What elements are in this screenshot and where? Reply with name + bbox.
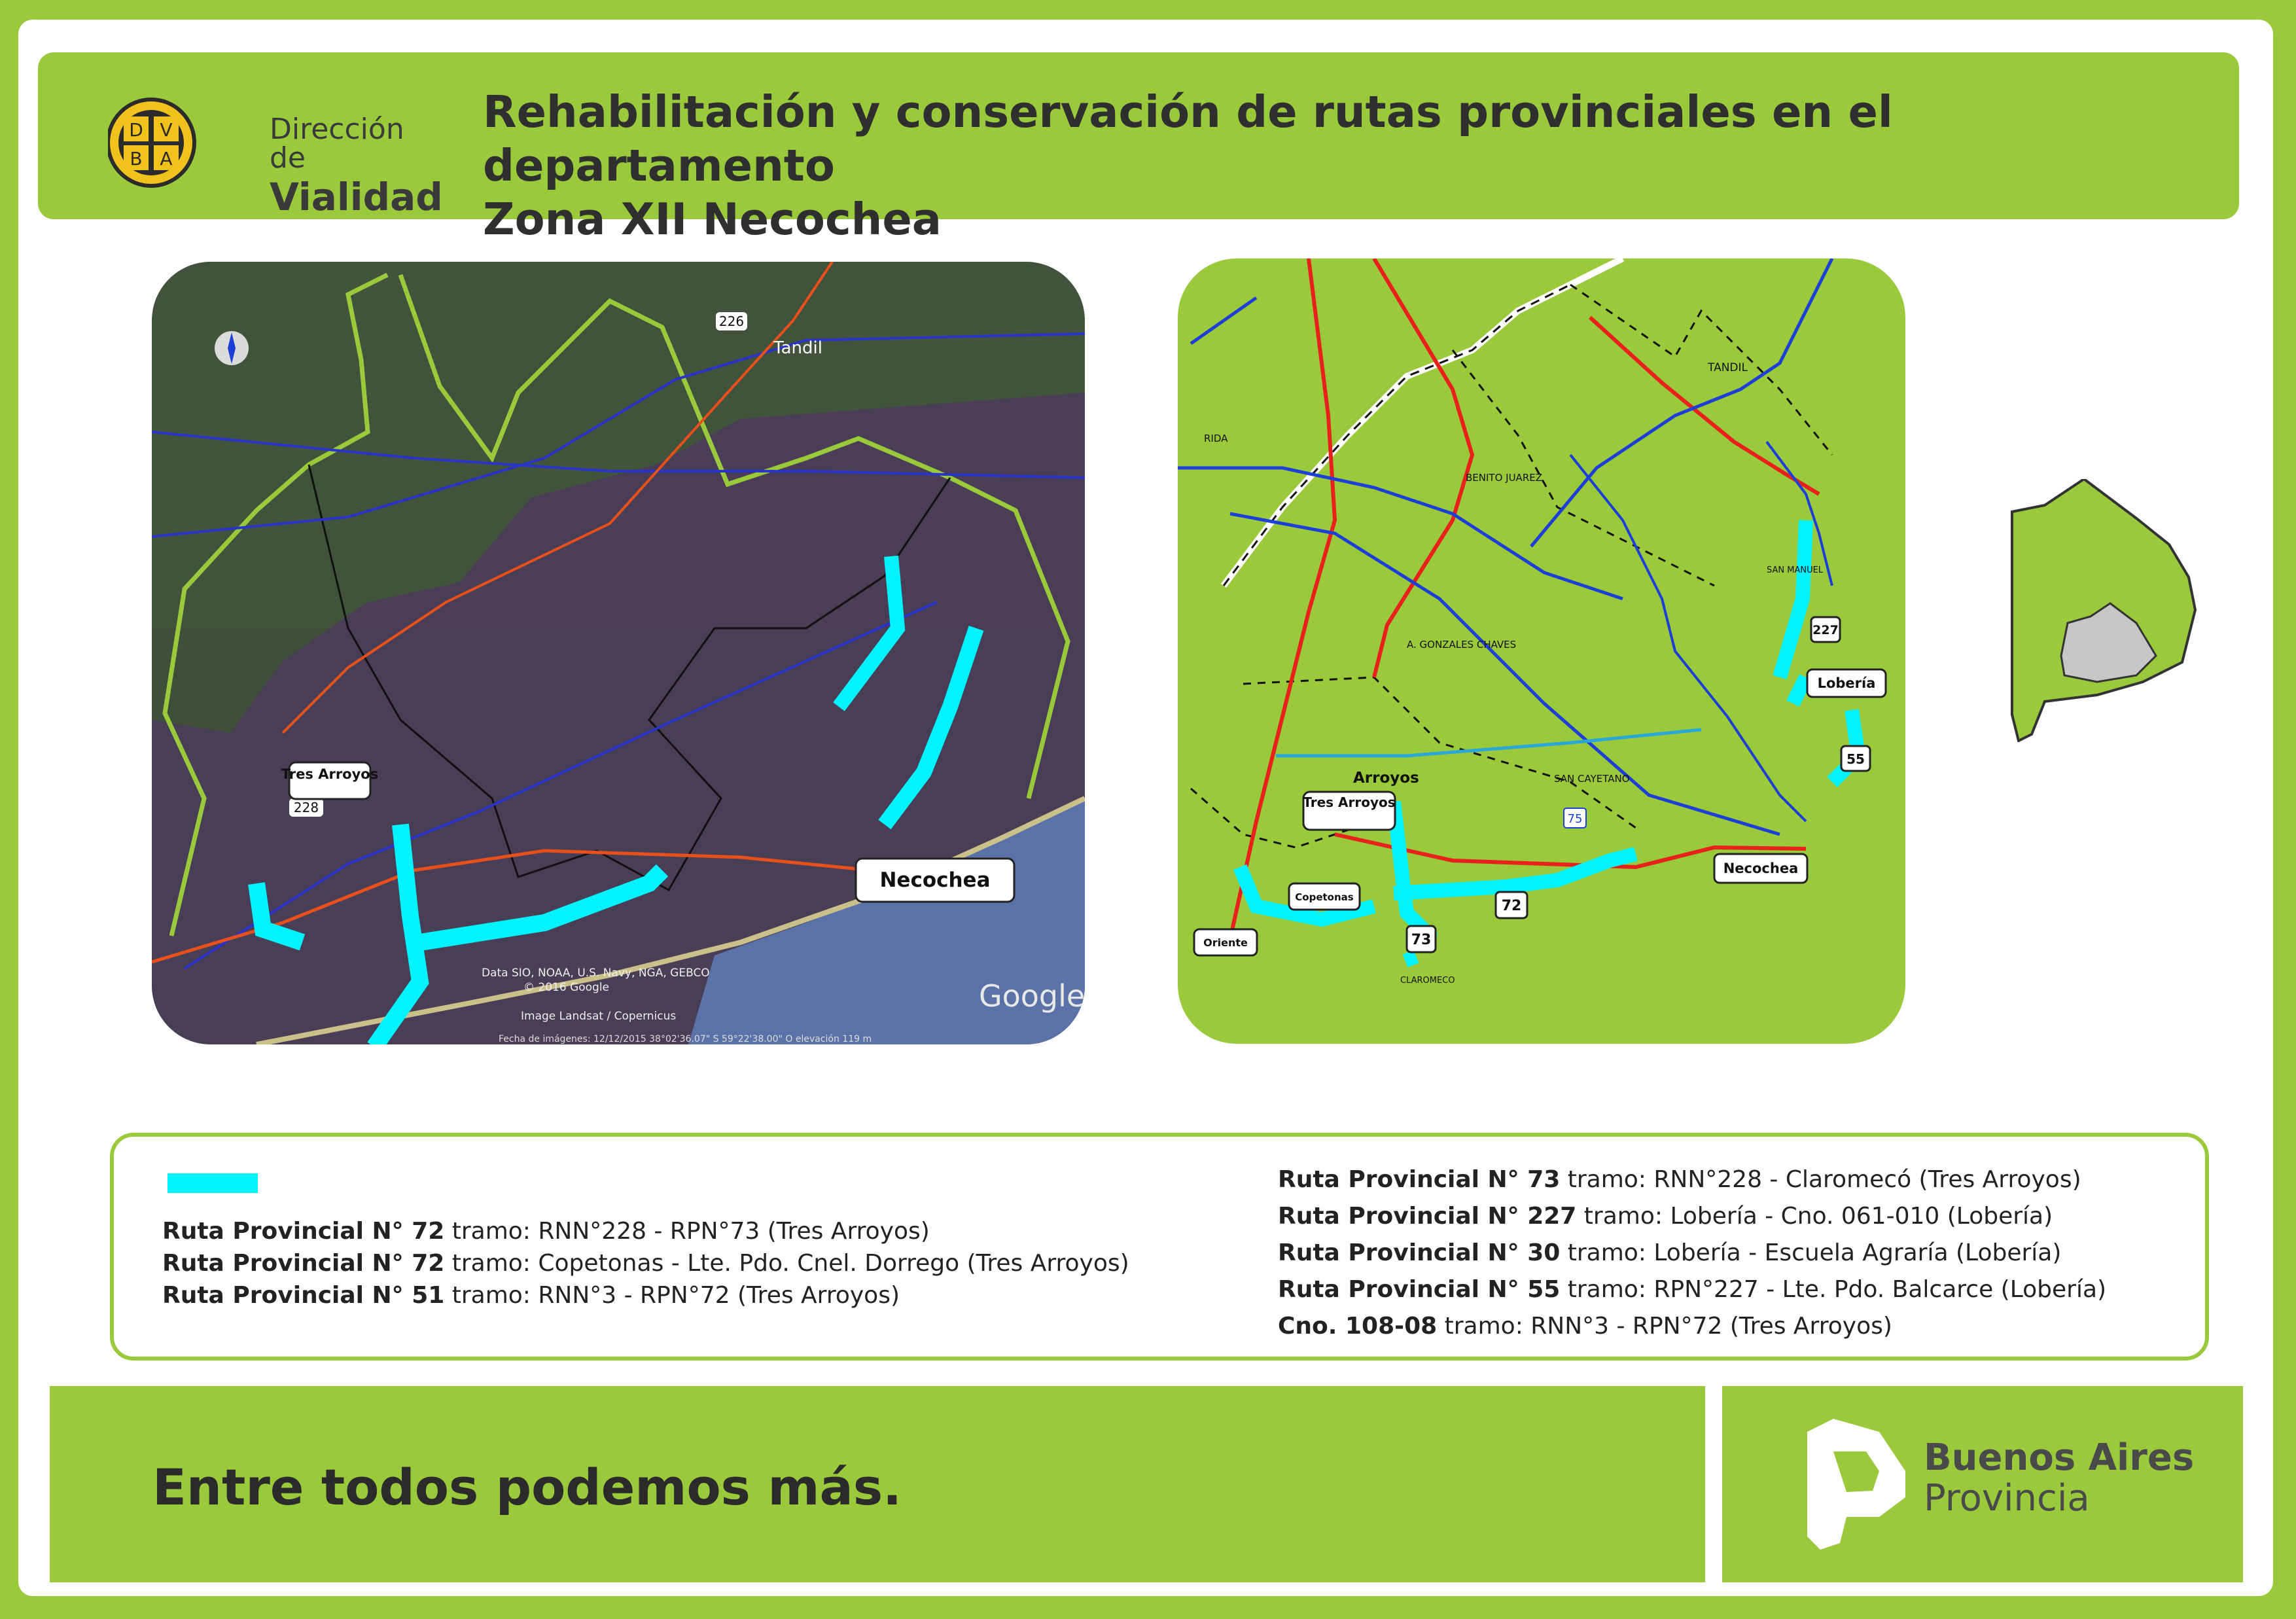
logo-wordmark bbox=[270, 113, 443, 219]
legend-route: Ruta Provincial N° 73 bbox=[1278, 1166, 1561, 1193]
copetonas-label: Copetonas bbox=[1295, 891, 1354, 903]
benito-juarez-label: BENITO JUAREZ bbox=[1466, 472, 1542, 484]
slogan-text: Entre todos podemos más. bbox=[152, 1458, 902, 1516]
necochea-label: Necochea bbox=[1723, 861, 1799, 876]
google-watermark: Google bbox=[979, 978, 1085, 1014]
imagery-date-strip: Fecha de imágenes: 12/12/2015 38°02'36.07" S 59°22'38.00" O elevación 119 m bbox=[499, 1034, 872, 1044]
logo-letter-v: V bbox=[160, 119, 173, 141]
arroyos-label: Arroyos bbox=[1353, 770, 1419, 787]
tres-arroyos-label: Tres Arroyos bbox=[281, 766, 379, 782]
brand-line1: Buenos Aires bbox=[1924, 1436, 2195, 1479]
route-228-label: 228 bbox=[293, 800, 319, 815]
san-manuel-label: SAN MANUEL bbox=[1767, 565, 1824, 575]
title-line2: Zona XII Necochea bbox=[483, 194, 942, 245]
page-title bbox=[483, 85, 2184, 246]
logo-letter-a: A bbox=[160, 148, 173, 169]
route-227-label: 227 bbox=[1812, 623, 1839, 637]
road-map-canvas bbox=[1178, 258, 1905, 1044]
attribution-1: Data SIO, NOAA, U.S. Navy, NGA, GEBCO bbox=[482, 967, 710, 980]
legend-desc: tramo: Lobería - Escuela Agraría (Lobería) bbox=[1560, 1239, 2062, 1266]
legend-route: Ruta Provincial N° 72 bbox=[162, 1250, 445, 1277]
legend-desc: tramo: RNN°228 - RPN°73 (Tres Arroyos) bbox=[444, 1218, 930, 1245]
legend-item bbox=[1278, 1166, 2081, 1193]
legend-item bbox=[162, 1218, 930, 1245]
brand-line2: Provincia bbox=[1924, 1477, 2090, 1520]
legend-route: Cno. 108-08 bbox=[1278, 1313, 1438, 1340]
satellite-map bbox=[152, 262, 1085, 1044]
legend-route: Ruta Provincial N° 72 bbox=[162, 1218, 445, 1245]
legend-item bbox=[1278, 1276, 2106, 1303]
tres-arroyos-label: Tres Arroyos bbox=[1303, 794, 1396, 810]
legend-desc: tramo: Lobería - Cno. 061-010 (Lobería) bbox=[1576, 1203, 2053, 1230]
route-226-label: 226 bbox=[718, 313, 745, 329]
oriente-label: Oriente bbox=[1203, 936, 1248, 949]
legend-desc: tramo: RNN°3 - RPN°72 (Tres Arroyos) bbox=[444, 1282, 900, 1309]
legend-route: Ruta Provincial N° 30 bbox=[1278, 1239, 1561, 1266]
legend-route: Ruta Provincial N° 51 bbox=[162, 1282, 445, 1309]
legend-item bbox=[1278, 1313, 1892, 1340]
attribution-3: Image Landsat / Copernicus bbox=[521, 1010, 677, 1023]
logo-line1: Dirección de bbox=[270, 113, 404, 175]
dvba-logo bbox=[108, 82, 443, 219]
legend-route: Ruta Provincial N° 55 bbox=[1278, 1276, 1561, 1303]
rida-label: RIDA bbox=[1204, 433, 1228, 444]
logo-letter-d: D bbox=[129, 119, 143, 141]
route-55-label: 55 bbox=[1846, 751, 1865, 767]
legend-desc: tramo: RNN°228 - Claromecó (Tres Arroyos) bbox=[1560, 1166, 2081, 1193]
legend-item bbox=[162, 1282, 900, 1309]
buenos-aires-wordmark bbox=[1924, 1436, 2195, 1520]
tandil-label: TANDIL bbox=[1708, 361, 1748, 374]
legend-desc: tramo: RNN°3 - RPN°72 (Tres Arroyos) bbox=[1437, 1313, 1892, 1340]
legend-desc: tramo: RPN°227 - Lte. Pdo. Balcarce (Lobería) bbox=[1560, 1276, 2107, 1303]
province-outline-map bbox=[2005, 479, 2208, 742]
legend-item bbox=[1278, 1203, 2053, 1230]
legend-item bbox=[1278, 1239, 2061, 1266]
route-75-label: 75 bbox=[1567, 812, 1583, 826]
legend-item bbox=[162, 1250, 1129, 1277]
loberia-label: Lobería bbox=[1817, 675, 1876, 691]
legend-route: Ruta Provincial N° 227 bbox=[1278, 1203, 1577, 1230]
province-outline-icon bbox=[2005, 479, 2208, 742]
route-72-label: 72 bbox=[1501, 898, 1522, 914]
tandil-label: Tandil bbox=[773, 338, 822, 358]
gonzales-chaves-label: A. GONZALES CHAVES bbox=[1407, 639, 1517, 650]
necochea-label: Necochea bbox=[879, 868, 991, 892]
logo-line2: Vialidad bbox=[270, 175, 443, 219]
legend-desc: tramo: Copetonas - Lte. Pdo. Cnel. Dorrego (Tres Arroyos) bbox=[444, 1250, 1129, 1277]
satellite-map-canvas bbox=[152, 262, 1085, 1044]
title-line1: Rehabilitación y conservación de rutas provinciales en el departamento bbox=[483, 86, 1893, 191]
logo-letter-b: B bbox=[130, 148, 143, 169]
san-cayetano-label: SAN CAYETANO bbox=[1554, 773, 1630, 785]
claromeco-label: CLAROMECO bbox=[1400, 976, 1455, 986]
attribution-2: © 2016 Google bbox=[523, 981, 610, 994]
legend-highlight-swatch bbox=[168, 1173, 258, 1193]
road-map bbox=[1178, 258, 1905, 1044]
dvba-seal-icon bbox=[108, 90, 239, 195]
route-73-label: 73 bbox=[1411, 932, 1432, 948]
